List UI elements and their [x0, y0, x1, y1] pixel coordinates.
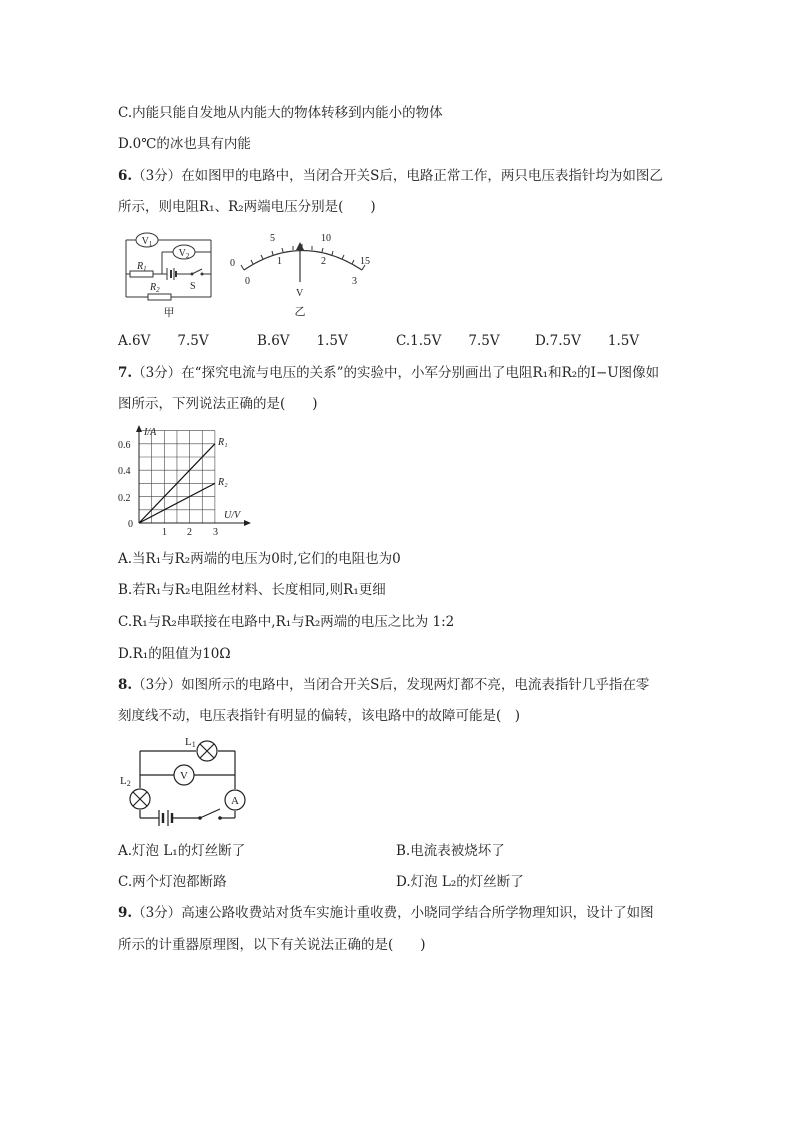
- q6-stem-1: 在如图甲的电路中，当闭合开关S后，电路正常工作，两只电压表指针均为如图乙: [181, 168, 663, 184]
- dial-lower-tick-0: 0: [245, 276, 250, 287]
- q6-stem-2: 所示，则电阻R₁、R₂两端电压分别是( ): [118, 199, 376, 215]
- battery-icon: [167, 268, 176, 280]
- q7-option-b: B.若R₁与R₂电阻丝材料、长度相同,则R₁更细: [118, 582, 386, 598]
- switch-s-label: S: [190, 281, 196, 292]
- dial-lower-tick-3: 3: [352, 276, 357, 287]
- y-axis-arrow-icon: [136, 425, 142, 432]
- q7-stem-1: 在“探究电流与电压的关系”的实验中，小军分别画出了电阻R₁和R₂的I−U图像如: [181, 365, 660, 381]
- voltmeter-label: V: [180, 770, 188, 782]
- resistor-r2-icon: [148, 294, 171, 300]
- q5-option-c: C.内能只能自发地从内能大的物体转移到内能小的物体: [118, 105, 443, 121]
- q7-number: 7.: [118, 365, 133, 381]
- ammeter-label: A: [231, 795, 239, 807]
- q6-option-a: A.6V 7.5V: [118, 333, 209, 349]
- dial-lower-tick-2: 2: [321, 256, 326, 267]
- q8-option-b: B.电流表被烧坏了: [396, 843, 505, 859]
- lamp-l2-label: L2: [120, 775, 131, 788]
- lamp-l1-icon: [197, 741, 217, 761]
- battery-icon: [159, 810, 172, 826]
- y-tick-0: 0: [128, 519, 133, 530]
- q6-option-c: C.1.5V 7.5V: [396, 333, 500, 349]
- series-label-r1: R₁: [218, 437, 228, 448]
- q7-stem-2: 图所示，下列说法正确的是( ): [118, 396, 318, 412]
- q9-stem-1: 高速公路收费站对货车实施计重收费，小晓同学结合所学物理知识，设计了如图: [181, 905, 654, 921]
- q6-number: 6.: [118, 168, 133, 184]
- q6-score: （3分）: [132, 168, 182, 184]
- q9-number: 9.: [118, 905, 133, 921]
- x-axis-label: U/V: [224, 510, 241, 521]
- y-tick-0.4: 0.4: [118, 466, 131, 477]
- dial-upper-tick-0: 0: [230, 258, 235, 269]
- q7-option-c: C.R₁与R₂串联接在电路中,R₁与R₂两端的电压之比为 1:2: [118, 614, 455, 630]
- series-label-r2: R₂: [218, 477, 228, 488]
- q8-score: （3分）: [132, 677, 182, 693]
- q8-option-c: C.两个灯泡都断路: [118, 874, 227, 890]
- dial-lower-tick-1: 1: [277, 256, 282, 267]
- dial-pointer-icon: [296, 242, 304, 282]
- svg-text:V1: $V_1$: [141, 236, 153, 248]
- q8-stem-1: 如图所示的电路中，当闭合开关S后，发现两灯都不亮，电流表指针几乎指在零: [181, 677, 650, 693]
- x-tick-3: 3: [213, 527, 218, 538]
- q9-stem-line-1: [118, 903, 654, 923]
- q8-stem-line-1: [118, 675, 649, 695]
- dial-unit: V: [296, 288, 304, 299]
- dial-scale-arc: [244, 251, 362, 271]
- dial-upper-tick-15: 15: [360, 256, 370, 267]
- q5-option-d: D.0℃的冰也具有内能: [118, 136, 251, 152]
- figure-yi-caption: 乙: [294, 306, 306, 318]
- q8-number: 8.: [118, 677, 133, 693]
- q7-stem-line-1: [118, 363, 659, 383]
- svg-text:R1: $R_1$: [137, 261, 147, 273]
- q9-score: （3分）: [132, 905, 182, 921]
- graph-grid: [139, 431, 215, 523]
- dial-upper-tick-5: 5: [270, 233, 275, 244]
- svg-text:V2: $V_2$: [178, 248, 190, 260]
- q8-circuit: [118, 732, 256, 832]
- q6-stem-line-1: [118, 166, 663, 186]
- q7-score: （3分）: [132, 365, 182, 381]
- q6-circuit-jia: [118, 224, 218, 320]
- y-tick-0.6: 0.6: [118, 440, 131, 451]
- switch-s-icon: [191, 273, 204, 276]
- q7-option-d: D.R₁的阻值为10Ω: [118, 646, 231, 662]
- q8-option-d: D.灯泡 L₂的灯丝断了: [396, 874, 524, 890]
- q9-stem-2: 所示的计重器原理图，以下有关说法正确的是( ): [118, 937, 426, 953]
- y-axis-label: I/A: [144, 427, 157, 438]
- q6-option-d: D.7.5V 1.5V: [535, 333, 640, 349]
- x-tick-2: 2: [187, 527, 192, 538]
- q8-option-a: A.灯泡 L₁的灯丝断了: [118, 843, 246, 859]
- svg-text:R2: $R_2$: [150, 282, 160, 294]
- q7-iu-graph: [116, 422, 256, 542]
- y-tick-0.2: 0.2: [118, 493, 131, 504]
- figure-jia-caption: 甲: [163, 307, 175, 319]
- lamp-l2-icon: [130, 789, 150, 809]
- dial-upper-tick-10: 10: [321, 233, 331, 244]
- x-axis-arrow-icon: [244, 520, 251, 526]
- q8-stem-2: 刻度线不动，电压表指针有明显的偏转，该电路中的故障可能是( ): [118, 708, 521, 724]
- q6-option-b: B.6V 1.5V: [257, 333, 348, 349]
- lamp-l1-label: L1: [185, 736, 196, 749]
- q7-option-a: A.当R₁与R₂两端的电压为0时,它们的电阻也为0: [118, 551, 401, 567]
- q6-voltmeter-dial-yi: [222, 226, 382, 320]
- x-tick-1: 1: [162, 527, 167, 538]
